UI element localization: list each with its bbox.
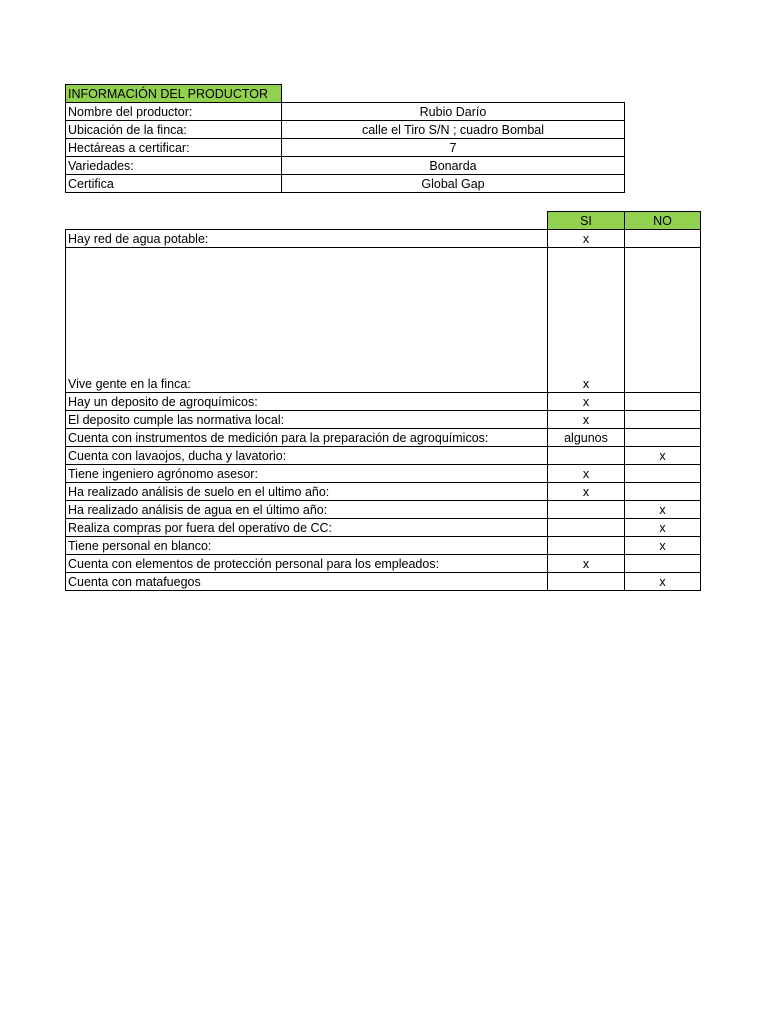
si-answer: x: [548, 230, 625, 248]
no-answer: [625, 411, 701, 429]
checklist-row: [66, 248, 701, 393]
producer-row-varieties: [66, 157, 625, 175]
si-answer: x: [548, 555, 625, 573]
checklist-question: Cuenta con instrumentos de medición para la preparación de agroquímicos:: [66, 429, 548, 447]
si-answer: x: [548, 248, 625, 393]
checklist-question: Realiza compras por fuera del operativo de CC:: [66, 519, 548, 537]
no-answer: x: [625, 573, 701, 591]
producer-value: Global Gap: [282, 175, 625, 193]
checklist-question: Ha realizado análisis de agua en el último año:: [66, 501, 548, 519]
checklist-question: El deposito cumple las normativa local:: [66, 411, 548, 429]
checklist-table: [65, 211, 701, 591]
producer-label: Nombre del productor:: [66, 103, 282, 121]
checklist-question: Cuenta con elementos de protección personal para los empleados:: [66, 555, 548, 573]
checklist-question: Hay red de agua potable:: [66, 230, 548, 248]
checklist-row: [66, 465, 701, 483]
no-answer: [625, 555, 701, 573]
producer-value: Bonarda: [282, 157, 625, 175]
checklist-row: [66, 447, 701, 465]
no-answer: [625, 483, 701, 501]
si-answer: x: [548, 393, 625, 411]
no-answer: x: [625, 537, 701, 555]
checklist-question: Tiene personal en blanco:: [66, 537, 548, 555]
no-answer: x: [625, 447, 701, 465]
checklist-row: [66, 537, 701, 555]
checklist-row: [66, 483, 701, 501]
checklist-row: [66, 573, 701, 591]
checklist-question: Tiene ingeniero agrónomo asesor:: [66, 465, 548, 483]
checklist-question: Cuenta con lavaojos, ducha y lavatorio:: [66, 447, 548, 465]
si-answer: x: [548, 465, 625, 483]
empty-cell: [66, 212, 548, 230]
si-answer: algunos: [548, 429, 625, 447]
checklist-row: [66, 411, 701, 429]
empty-cell: [282, 85, 625, 103]
no-answer: [625, 393, 701, 411]
producer-label: Variedades:: [66, 157, 282, 175]
producer-info-table: [65, 84, 625, 193]
no-column-header: NO: [625, 212, 701, 230]
producer-row-location: [66, 121, 625, 139]
no-answer: [625, 248, 701, 393]
producer-value: calle el Tiro S/N ; cuadro Bombal: [282, 121, 625, 139]
no-answer: x: [625, 501, 701, 519]
checklist-row: [66, 429, 701, 447]
checklist-row: [66, 230, 701, 248]
producer-header-row: [66, 85, 625, 103]
no-answer: [625, 230, 701, 248]
si-answer: [548, 537, 625, 555]
checklist-question: Vive gente en la finca:: [66, 248, 548, 393]
checklist-row: [66, 501, 701, 519]
si-answer: [548, 519, 625, 537]
checklist-header-row: [66, 212, 701, 230]
checklist-question: Cuenta con matafuegos: [66, 573, 548, 591]
si-column-header: SI: [548, 212, 625, 230]
checklist-question: Hay un deposito de agroquímicos:: [66, 393, 548, 411]
producer-info-header: INFORMACIÓN DEL PRODUCTOR: [66, 85, 282, 103]
si-answer: [548, 501, 625, 519]
checklist-row: [66, 393, 701, 411]
producer-label: Certifica: [66, 175, 282, 193]
no-answer: x: [625, 519, 701, 537]
checklist-question: Ha realizado análisis de suelo en el ultimo año:: [66, 483, 548, 501]
producer-row-hectares: [66, 139, 625, 157]
producer-value: 7: [282, 139, 625, 157]
producer-label: Ubicación de la finca:: [66, 121, 282, 139]
producer-row-name: [66, 103, 625, 121]
si-answer: x: [548, 411, 625, 429]
checklist-row: [66, 555, 701, 573]
si-answer: [548, 447, 625, 465]
no-answer: [625, 465, 701, 483]
no-answer: [625, 429, 701, 447]
checklist-row: [66, 519, 701, 537]
si-answer: x: [548, 483, 625, 501]
producer-row-certification: [66, 175, 625, 193]
producer-value: Rubio Darío: [282, 103, 625, 121]
si-answer: [548, 573, 625, 591]
producer-label: Hectáreas a certificar:: [66, 139, 282, 157]
